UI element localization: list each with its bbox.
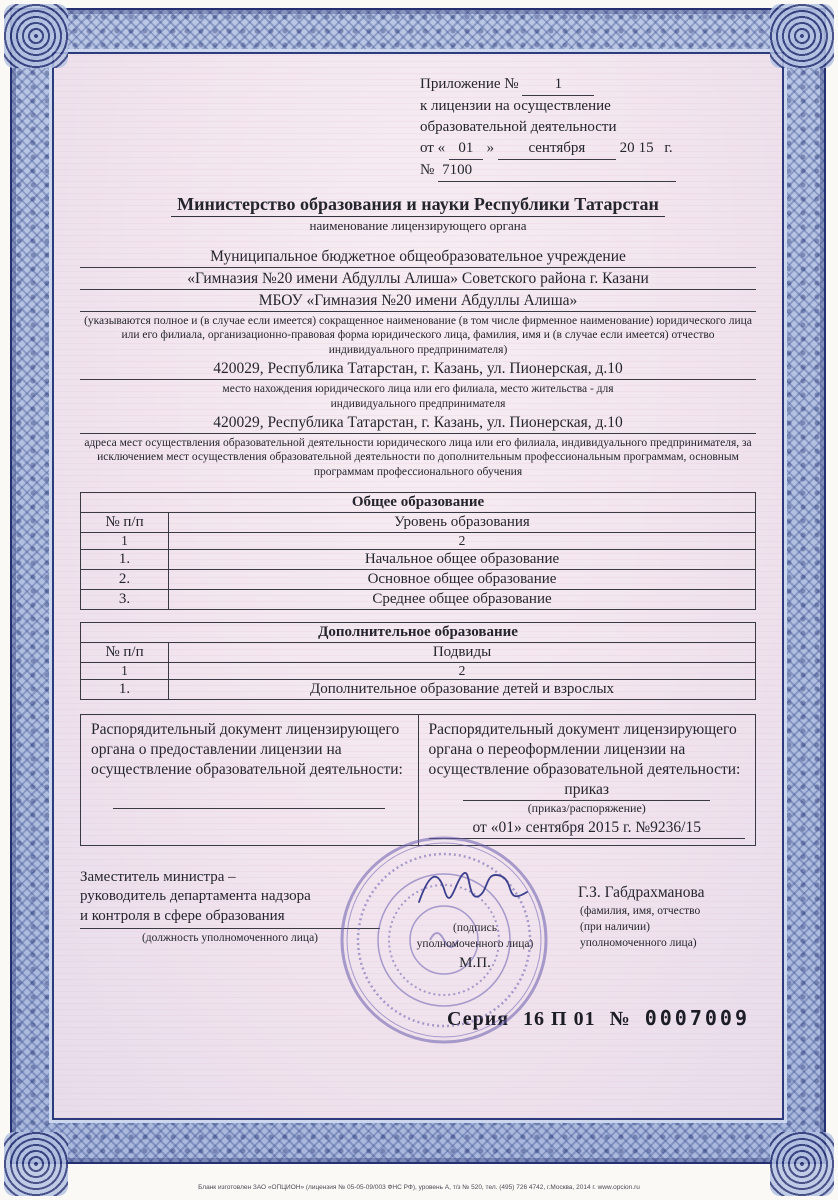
table-row — [81, 680, 756, 700]
additional-table-title: Дополнительное образование — [81, 623, 756, 643]
ministry-title: Министерство образования и науки Республики Татарстан — [171, 194, 665, 217]
signature-section — [80, 868, 756, 973]
additional-education-table — [80, 622, 756, 700]
row-label: Начальное общее образование — [169, 550, 756, 570]
table-row — [81, 590, 756, 610]
date-year: 15 — [638, 140, 654, 156]
organization-block — [80, 246, 756, 480]
order-type-value: приказ — [463, 780, 710, 801]
appendix-line3: образовательной деятельности — [420, 119, 617, 135]
border-rosette — [4, 4, 68, 68]
order-type-caption: (приказ/распоряжение) — [527, 801, 646, 816]
org-address-caption: место нахождения юридического лица или его филиала, место жительства - для индивидуального предпринимателя — [222, 383, 614, 410]
row-num: 1. — [81, 550, 169, 570]
serial-number: 0007009 — [644, 1006, 750, 1031]
signature-scribble — [405, 862, 545, 914]
date-close-quote: » — [486, 140, 495, 156]
row-label: Среднее общее образование — [169, 590, 756, 610]
additional-table-colnum2: 2 — [169, 663, 756, 680]
appendix-number-value: 1 — [522, 74, 594, 96]
signatory-position — [80, 868, 380, 973]
orders-section — [80, 714, 756, 846]
general-table-col2-header: Уровень образования — [169, 513, 756, 533]
date-month: сентября — [498, 138, 616, 160]
date-day: 01 — [449, 138, 483, 160]
row-num: 3. — [81, 590, 169, 610]
org-address-line: 420029, Республика Татарстан, г. Казань, ул. Пионерская, д.10 — [80, 358, 756, 380]
table-row — [81, 550, 756, 570]
order-grant-text: Распорядительный документ лицензирующего органа о предоставлении лицензии на осуществление образовательной деятельности: — [91, 721, 403, 778]
org-address2-caption: адреса мест осуществления образовательной деятельности юридического лица или его филиала, индивидуального предпринимателя, за исключением мест осуществления образовательной деятельности по дополнительным профессиональным программам, основным программам профессионального обучения — [84, 436, 752, 478]
org-address2-line: 420029, Республика Татарстан, г. Казань, ул. Пионерская, д.10 — [80, 412, 756, 434]
signature-area — [380, 868, 570, 973]
general-table-title: Общее образование — [81, 493, 756, 513]
signatory-name: Г.З. Габдрахманова — [578, 883, 705, 901]
org-name-line1: Муниципальное бюджетное общеобразовательное учреждение — [80, 246, 756, 268]
printer-imprint: Бланк изготовлен ЗАО «ОПЦИОН» (лицензия № 05-05-09/003 ФНС РФ), уровень А, т/з № 520, тел. (495) 726 4742, г.Москва, 2014 г. www.opcion.ru — [198, 1184, 640, 1191]
blank-fill-line — [113, 787, 385, 809]
appendix-line2: к лицензии на осуществление — [420, 98, 611, 114]
appendix-date-line — [420, 138, 750, 160]
order-reissue-text: Распорядительный документ лицензирующего органа о переоформлении лицензии на осуществление образовательной деятельности: — [428, 721, 741, 778]
row-label: Основное общее образование — [169, 570, 756, 590]
stamp-place-label: М.П. — [459, 955, 491, 972]
border-rosette — [770, 4, 834, 68]
serial-series: 16 П 01 — [523, 1008, 596, 1031]
position-line1: Заместитель министра – — [80, 868, 236, 885]
row-label: Дополнительное образование детей и взрослых — [169, 680, 756, 700]
appendix-label: Приложение № — [420, 76, 519, 92]
certificate-body — [52, 52, 784, 1120]
ministry-block — [80, 194, 756, 234]
date-year-prefix: 20 — [619, 140, 635, 156]
org-name-line2: «Гимназия №20 имени Абдуллы Алиша» Советского района г. Казани — [80, 268, 756, 290]
date-prefix: от « — [420, 140, 446, 156]
additional-table-col1-header: № п/п — [81, 643, 169, 663]
order-date-value: от «01» сентября 2015 г. №9236/15 — [429, 818, 746, 839]
general-table-colnum2: 2 — [169, 533, 756, 550]
date-suffix: г. — [664, 140, 673, 156]
serial-number-sign: № — [609, 1008, 631, 1031]
order-grant-cell — [81, 715, 419, 846]
row-num: 2. — [81, 570, 169, 590]
license-number-line — [420, 160, 750, 182]
license-number-sign: № — [420, 162, 435, 178]
signatory-name-block — [570, 868, 756, 973]
additional-table-col2-header: Подвиды — [169, 643, 756, 663]
name-caption-line2: (при наличии) — [580, 920, 650, 933]
license-number-value: 7100 — [438, 160, 676, 182]
position-line3: и контроля в сфере образования — [80, 907, 380, 929]
appendix-block — [420, 74, 750, 182]
general-table-colnum1: 1 — [81, 533, 169, 550]
org-name-caption: (указываются полное и (в случае если имеется) сокращенное наименование (в том числе фирменное наименование) юридического лица или его филиала, организационно-правовая форма юридического лица, фамилия, имя и (в случае если имеется) отчество индивидуального предпринимателя) — [84, 315, 752, 356]
position-caption: (должность уполномоченного лица) — [141, 931, 319, 944]
sign-caption-line1: (подпись — [453, 921, 497, 934]
ministry-caption: наименование лицензирующего органа — [309, 218, 527, 233]
guilloche-border — [10, 8, 826, 1164]
org-name-line3: МБОУ «Гимназия №20 имени Абдуллы Алиша» — [80, 290, 756, 312]
table-row — [81, 570, 756, 590]
order-reissue-cell — [418, 715, 756, 846]
appendix-number-line — [420, 74, 750, 96]
additional-table-colnum1: 1 — [81, 663, 169, 680]
general-education-table — [80, 492, 756, 610]
name-caption-line1: (фамилия, имя, отчество — [580, 904, 701, 917]
position-line2: руководитель департамента надзора — [80, 888, 311, 905]
general-table-col1-header: № п/п — [81, 513, 169, 533]
row-num: 1. — [81, 680, 169, 700]
name-caption-line3: уполномоченного лица) — [580, 937, 697, 950]
sign-caption-line2: уполномоченного лица) — [416, 937, 534, 950]
serial-label: Серия — [447, 1008, 510, 1031]
